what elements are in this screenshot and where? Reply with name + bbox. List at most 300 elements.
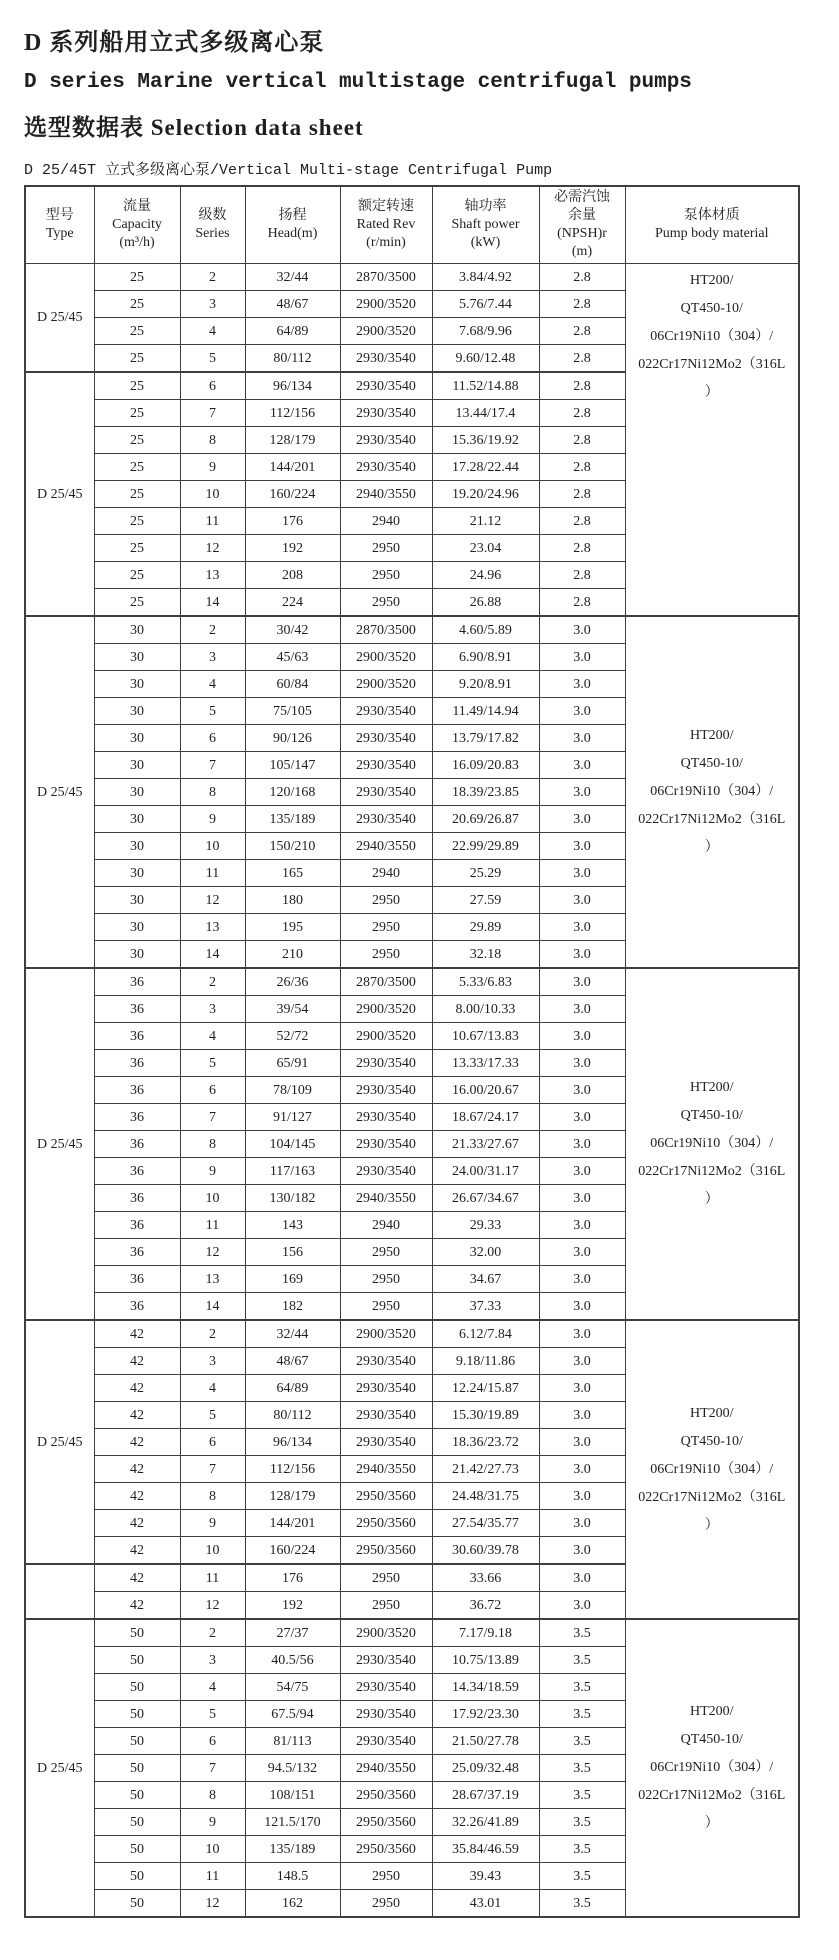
rated-rev-cell: 2900/3520 — [340, 644, 432, 671]
capacity-cell: 30 — [94, 752, 180, 779]
capacity-cell: 42 — [94, 1592, 180, 1620]
capacity-cell: 42 — [94, 1429, 180, 1456]
table-row — [25, 1619, 799, 1647]
npshr-cell: 3.0 — [539, 1050, 625, 1077]
series-cell: 9 — [180, 454, 245, 481]
npshr-cell: 3.0 — [539, 616, 625, 644]
head-cell: 104/145 — [245, 1131, 340, 1158]
head-cell: 180 — [245, 887, 340, 914]
shaft-power-cell: 10.75/13.89 — [432, 1647, 539, 1674]
rated-rev-cell: 2950/3560 — [340, 1483, 432, 1510]
selection-data-table — [24, 185, 800, 1918]
capacity-cell: 36 — [94, 1050, 180, 1077]
rated-rev-cell: 2950 — [340, 1890, 432, 1918]
rated-rev-cell: 2930/3540 — [340, 454, 432, 481]
rated-rev-cell: 2930/3540 — [340, 1077, 432, 1104]
series-cell: 12 — [180, 1239, 245, 1266]
table-row — [25, 1320, 799, 1348]
shaft-power-cell: 9.20/8.91 — [432, 671, 539, 698]
shaft-power-cell: 15.36/19.92 — [432, 427, 539, 454]
npshr-cell: 3.0 — [539, 1320, 625, 1348]
column-header-head: 扬程 Head(m) — [245, 186, 340, 264]
shaft-power-cell: 6.12/7.84 — [432, 1320, 539, 1348]
shaft-power-cell: 13.79/17.82 — [432, 725, 539, 752]
rated-rev-cell: 2940 — [340, 860, 432, 887]
rated-rev-cell: 2930/3540 — [340, 1375, 432, 1402]
shaft-power-cell: 16.09/20.83 — [432, 752, 539, 779]
column-header-series: 级数 Series — [180, 186, 245, 264]
series-cell: 10 — [180, 481, 245, 508]
rated-rev-cell: 2900/3520 — [340, 1023, 432, 1050]
shaft-power-cell: 18.67/24.17 — [432, 1104, 539, 1131]
capacity-cell: 25 — [94, 345, 180, 373]
series-cell: 10 — [180, 1537, 245, 1565]
shaft-power-cell: 22.99/29.89 — [432, 833, 539, 860]
rated-rev-cell: 2950 — [340, 1592, 432, 1620]
head-cell: 75/105 — [245, 698, 340, 725]
head-cell: 112/156 — [245, 1456, 340, 1483]
npshr-cell: 3.5 — [539, 1809, 625, 1836]
shaft-power-cell: 28.67/37.19 — [432, 1782, 539, 1809]
rated-rev-cell: 2930/3540 — [340, 698, 432, 725]
capacity-cell: 30 — [94, 698, 180, 725]
head-cell: 176 — [245, 1564, 340, 1592]
series-cell: 12 — [180, 1890, 245, 1918]
npshr-cell: 3.0 — [539, 1375, 625, 1402]
head-cell: 150/210 — [245, 833, 340, 860]
shaft-power-cell: 13.44/17.4 — [432, 400, 539, 427]
head-cell: 30/42 — [245, 616, 340, 644]
npshr-cell: 3.5 — [539, 1755, 625, 1782]
rated-rev-cell: 2930/3540 — [340, 725, 432, 752]
series-cell: 13 — [180, 562, 245, 589]
page-title-chinese: D 系列船用立式多级离心泵 — [24, 30, 325, 56]
head-cell: 64/89 — [245, 1375, 340, 1402]
head-cell: 60/84 — [245, 671, 340, 698]
npshr-cell: 3.5 — [539, 1728, 625, 1755]
head-cell: 32/44 — [245, 264, 340, 291]
capacity-cell: 50 — [94, 1728, 180, 1755]
head-cell: 195 — [245, 914, 340, 941]
series-cell: 6 — [180, 725, 245, 752]
rated-rev-cell: 2930/3540 — [340, 1674, 432, 1701]
shaft-power-cell: 24.96 — [432, 562, 539, 589]
shaft-power-cell: 3.84/4.92 — [432, 264, 539, 291]
npshr-cell: 3.0 — [539, 1239, 625, 1266]
capacity-cell: 30 — [94, 616, 180, 644]
capacity-cell: 30 — [94, 860, 180, 887]
page-subtitle: 选型数据表 Selection data sheet — [24, 115, 364, 140]
npshr-cell: 3.0 — [539, 752, 625, 779]
rated-rev-cell: 2930/3540 — [340, 400, 432, 427]
series-cell: 8 — [180, 779, 245, 806]
capacity-cell: 36 — [94, 996, 180, 1023]
shaft-power-cell: 7.68/9.96 — [432, 318, 539, 345]
head-cell: 78/109 — [245, 1077, 340, 1104]
rated-rev-cell: 2940 — [340, 508, 432, 535]
series-cell: 11 — [180, 1212, 245, 1239]
head-cell: 192 — [245, 1592, 340, 1620]
head-cell: 160/224 — [245, 1537, 340, 1565]
head-cell: 135/189 — [245, 1836, 340, 1863]
npshr-cell: 3.0 — [539, 968, 625, 996]
shaft-power-cell: 15.30/19.89 — [432, 1402, 539, 1429]
shaft-power-cell: 24.00/31.17 — [432, 1158, 539, 1185]
rated-rev-cell: 2870/3500 — [340, 264, 432, 291]
npshr-cell: 3.5 — [539, 1890, 625, 1918]
series-cell: 4 — [180, 671, 245, 698]
capacity-cell: 25 — [94, 372, 180, 400]
capacity-cell: 36 — [94, 1158, 180, 1185]
npshr-cell: 3.0 — [539, 644, 625, 671]
capacity-cell: 30 — [94, 725, 180, 752]
capacity-cell: 36 — [94, 1131, 180, 1158]
capacity-cell: 25 — [94, 291, 180, 318]
npshr-cell: 3.5 — [539, 1619, 625, 1647]
rated-rev-cell: 2950 — [340, 1863, 432, 1890]
shaft-power-cell: 43.01 — [432, 1890, 539, 1918]
series-cell: 5 — [180, 345, 245, 373]
shaft-power-cell: 7.17/9.18 — [432, 1619, 539, 1647]
column-header-pump_body_material: 泵体材质 Pump body material — [625, 186, 799, 264]
head-cell: 40.5/56 — [245, 1647, 340, 1674]
rated-rev-cell: 2900/3520 — [340, 1619, 432, 1647]
npshr-cell: 3.5 — [539, 1674, 625, 1701]
shaft-power-cell: 5.76/7.44 — [432, 291, 539, 318]
npshr-cell: 3.0 — [539, 941, 625, 969]
shaft-power-cell: 37.33 — [432, 1293, 539, 1321]
capacity-cell: 50 — [94, 1836, 180, 1863]
type-cell: D 25/45 — [25, 1320, 94, 1564]
shaft-power-cell: 11.52/14.88 — [432, 372, 539, 400]
rated-rev-cell: 2930/3540 — [340, 1402, 432, 1429]
head-cell: 90/126 — [245, 725, 340, 752]
capacity-cell: 50 — [94, 1809, 180, 1836]
capacity-cell: 30 — [94, 671, 180, 698]
head-cell: 117/163 — [245, 1158, 340, 1185]
capacity-cell: 42 — [94, 1564, 180, 1592]
shaft-power-cell: 8.00/10.33 — [432, 996, 539, 1023]
head-cell: 120/168 — [245, 779, 340, 806]
npshr-cell: 2.8 — [539, 372, 625, 400]
rated-rev-cell: 2900/3520 — [340, 291, 432, 318]
rated-rev-cell: 2940/3550 — [340, 1185, 432, 1212]
series-cell: 9 — [180, 1158, 245, 1185]
capacity-cell: 50 — [94, 1647, 180, 1674]
shaft-power-cell: 27.54/35.77 — [432, 1510, 539, 1537]
series-cell: 3 — [180, 1647, 245, 1674]
shaft-power-cell: 6.90/8.91 — [432, 644, 539, 671]
npshr-cell: 3.0 — [539, 1456, 625, 1483]
npshr-cell: 3.0 — [539, 1564, 625, 1592]
capacity-cell: 25 — [94, 264, 180, 291]
table-row — [25, 968, 799, 996]
npshr-cell: 3.0 — [539, 1131, 625, 1158]
series-cell: 9 — [180, 806, 245, 833]
npshr-cell: 3.0 — [539, 779, 625, 806]
npshr-cell: 3.5 — [539, 1647, 625, 1674]
head-cell: 121.5/170 — [245, 1809, 340, 1836]
head-cell: 162 — [245, 1890, 340, 1918]
shaft-power-cell: 17.92/23.30 — [432, 1701, 539, 1728]
series-cell: 12 — [180, 535, 245, 562]
shaft-power-cell: 27.59 — [432, 887, 539, 914]
head-cell: 52/72 — [245, 1023, 340, 1050]
type-cell: D 25/45 — [25, 372, 94, 616]
npshr-cell: 2.8 — [539, 291, 625, 318]
pump-table-body — [25, 264, 799, 1918]
series-cell: 10 — [180, 1836, 245, 1863]
capacity-cell: 50 — [94, 1674, 180, 1701]
series-cell: 14 — [180, 1293, 245, 1321]
rated-rev-cell: 2870/3500 — [340, 968, 432, 996]
series-cell: 7 — [180, 1755, 245, 1782]
rated-rev-cell: 2900/3520 — [340, 996, 432, 1023]
capacity-cell: 36 — [94, 1266, 180, 1293]
rated-rev-cell: 2930/3540 — [340, 1050, 432, 1077]
capacity-cell: 36 — [94, 1293, 180, 1321]
head-cell: 48/67 — [245, 291, 340, 318]
shaft-power-cell: 21.12 — [432, 508, 539, 535]
rated-rev-cell: 2930/3540 — [340, 1728, 432, 1755]
rated-rev-cell: 2930/3540 — [340, 779, 432, 806]
rated-rev-cell: 2950/3560 — [340, 1537, 432, 1565]
table-row — [25, 264, 799, 291]
series-cell: 2 — [180, 264, 245, 291]
capacity-cell: 50 — [94, 1701, 180, 1728]
npshr-cell: 2.8 — [539, 318, 625, 345]
npshr-cell: 3.5 — [539, 1863, 625, 1890]
rated-rev-cell: 2950 — [340, 535, 432, 562]
rated-rev-cell: 2870/3500 — [340, 616, 432, 644]
table-caption: D 25/45T 立式多级离心泵/Vertical Multi-stage Centrifugal Pump — [24, 162, 553, 179]
shaft-power-cell: 18.36/23.72 — [432, 1429, 539, 1456]
rated-rev-cell: 2940/3550 — [340, 481, 432, 508]
capacity-cell: 30 — [94, 779, 180, 806]
npshr-cell: 3.0 — [539, 914, 625, 941]
shaft-power-cell: 32.26/41.89 — [432, 1809, 539, 1836]
capacity-cell: 25 — [94, 454, 180, 481]
rated-rev-cell: 2940/3550 — [340, 833, 432, 860]
type-cell: D 25/45 — [25, 616, 94, 968]
head-cell: 156 — [245, 1239, 340, 1266]
header-row — [25, 186, 799, 264]
rated-rev-cell: 2950 — [340, 589, 432, 617]
npshr-cell: 3.0 — [539, 1592, 625, 1620]
head-cell: 39/54 — [245, 996, 340, 1023]
series-cell: 10 — [180, 1185, 245, 1212]
npshr-cell: 3.0 — [539, 1483, 625, 1510]
capacity-cell: 30 — [94, 644, 180, 671]
rated-rev-cell: 2930/3540 — [340, 1131, 432, 1158]
head-cell: 94.5/132 — [245, 1755, 340, 1782]
material-cell: HT200/ QT450-10/ 06Cr19Ni10（304）/ 022Cr17Ni12Mo2（316L ） — [625, 1320, 799, 1619]
series-cell: 5 — [180, 1050, 245, 1077]
shaft-power-cell: 26.88 — [432, 589, 539, 617]
shaft-power-cell: 21.33/27.67 — [432, 1131, 539, 1158]
capacity-cell: 30 — [94, 833, 180, 860]
series-cell: 12 — [180, 1592, 245, 1620]
material-cell: HT200/ QT450-10/ 06Cr19Ni10（304）/ 022Cr17Ni12Mo2（316L ） — [625, 968, 799, 1320]
npshr-cell: 3.0 — [539, 833, 625, 860]
capacity-cell: 50 — [94, 1782, 180, 1809]
series-cell: 4 — [180, 318, 245, 345]
capacity-cell: 25 — [94, 535, 180, 562]
series-cell: 3 — [180, 1348, 245, 1375]
head-cell: 67.5/94 — [245, 1701, 340, 1728]
material-cell: HT200/ QT450-10/ 06Cr19Ni10（304）/ 022Cr17Ni12Mo2（316L ） — [625, 616, 799, 968]
capacity-cell: 50 — [94, 1890, 180, 1918]
capacity-cell: 42 — [94, 1348, 180, 1375]
rated-rev-cell: 2950 — [340, 1293, 432, 1321]
series-cell: 7 — [180, 1104, 245, 1131]
head-cell: 128/179 — [245, 427, 340, 454]
npshr-cell: 3.0 — [539, 1402, 625, 1429]
head-cell: 192 — [245, 535, 340, 562]
shaft-power-cell: 36.72 — [432, 1592, 539, 1620]
capacity-cell: 30 — [94, 806, 180, 833]
npshr-cell: 3.0 — [539, 1158, 625, 1185]
capacity-cell: 30 — [94, 914, 180, 941]
capacity-cell: 50 — [94, 1755, 180, 1782]
npshr-cell: 3.0 — [539, 1077, 625, 1104]
shaft-power-cell: 16.00/20.67 — [432, 1077, 539, 1104]
series-cell: 4 — [180, 1375, 245, 1402]
capacity-cell: 36 — [94, 1239, 180, 1266]
npshr-cell: 2.8 — [539, 589, 625, 617]
rated-rev-cell: 2950 — [340, 1564, 432, 1592]
series-cell: 14 — [180, 941, 245, 969]
head-cell: 91/127 — [245, 1104, 340, 1131]
npshr-cell: 3.0 — [539, 887, 625, 914]
capacity-cell: 36 — [94, 1077, 180, 1104]
npshr-cell: 3.0 — [539, 1510, 625, 1537]
series-cell: 11 — [180, 860, 245, 887]
npshr-cell: 2.8 — [539, 427, 625, 454]
rated-rev-cell: 2930/3540 — [340, 427, 432, 454]
shaft-power-cell: 25.29 — [432, 860, 539, 887]
head-cell: 144/201 — [245, 454, 340, 481]
material-cell: HT200/ QT450-10/ 06Cr19Ni10（304）/ 022Cr17Ni12Mo2（316L ） — [625, 264, 799, 617]
head-cell: 105/147 — [245, 752, 340, 779]
head-cell: 32/44 — [245, 1320, 340, 1348]
column-header-type: 型号 Type — [25, 186, 94, 264]
series-cell: 13 — [180, 1266, 245, 1293]
rated-rev-cell: 2950/3560 — [340, 1809, 432, 1836]
shaft-power-cell: 11.49/14.94 — [432, 698, 539, 725]
capacity-cell: 30 — [94, 941, 180, 969]
series-cell: 8 — [180, 1131, 245, 1158]
npshr-cell: 3.0 — [539, 1266, 625, 1293]
series-cell: 7 — [180, 400, 245, 427]
shaft-power-cell: 33.66 — [432, 1564, 539, 1592]
series-cell: 10 — [180, 833, 245, 860]
shaft-power-cell: 24.48/31.75 — [432, 1483, 539, 1510]
capacity-cell: 42 — [94, 1456, 180, 1483]
shaft-power-cell: 4.60/5.89 — [432, 616, 539, 644]
series-cell: 2 — [180, 1320, 245, 1348]
type-cell: D 25/45 — [25, 264, 94, 373]
shaft-power-cell: 20.69/26.87 — [432, 806, 539, 833]
series-cell: 6 — [180, 372, 245, 400]
series-cell: 11 — [180, 508, 245, 535]
capacity-cell: 42 — [94, 1483, 180, 1510]
rated-rev-cell: 2950 — [340, 1266, 432, 1293]
rated-rev-cell: 2930/3540 — [340, 806, 432, 833]
shaft-power-cell: 29.89 — [432, 914, 539, 941]
shaft-power-cell: 21.42/27.73 — [432, 1456, 539, 1483]
column-header-npshr: 必需汽蚀 余量 (NPSH)r (m) — [539, 186, 625, 264]
shaft-power-cell: 9.18/11.86 — [432, 1348, 539, 1375]
npshr-cell: 3.0 — [539, 671, 625, 698]
table-header — [25, 186, 799, 264]
series-cell: 13 — [180, 914, 245, 941]
head-cell: 96/134 — [245, 1429, 340, 1456]
shaft-power-cell: 10.67/13.83 — [432, 1023, 539, 1050]
shaft-power-cell: 21.50/27.78 — [432, 1728, 539, 1755]
npshr-cell: 3.5 — [539, 1782, 625, 1809]
capacity-cell: 25 — [94, 400, 180, 427]
head-cell: 143 — [245, 1212, 340, 1239]
npshr-cell: 3.0 — [539, 1104, 625, 1131]
page-title-english: D series Marine vertical multistage centrifugal pumps — [24, 71, 692, 94]
npshr-cell: 3.0 — [539, 860, 625, 887]
capacity-cell: 50 — [94, 1619, 180, 1647]
series-cell: 8 — [180, 1782, 245, 1809]
npshr-cell: 3.0 — [539, 1293, 625, 1321]
rated-rev-cell: 2950 — [340, 1239, 432, 1266]
rated-rev-cell: 2950/3560 — [340, 1782, 432, 1809]
head-cell: 112/156 — [245, 400, 340, 427]
rated-rev-cell: 2930/3540 — [340, 1348, 432, 1375]
head-cell: 27/37 — [245, 1619, 340, 1647]
npshr-cell: 3.5 — [539, 1836, 625, 1863]
npshr-cell: 3.0 — [539, 1185, 625, 1212]
rated-rev-cell: 2900/3520 — [340, 1320, 432, 1348]
capacity-cell: 30 — [94, 887, 180, 914]
capacity-cell: 36 — [94, 1104, 180, 1131]
series-cell: 5 — [180, 698, 245, 725]
capacity-cell: 36 — [94, 1212, 180, 1239]
rated-rev-cell: 2900/3520 — [340, 671, 432, 698]
series-cell: 11 — [180, 1863, 245, 1890]
series-cell: 9 — [180, 1510, 245, 1537]
series-cell: 5 — [180, 1701, 245, 1728]
shaft-power-cell: 14.34/18.59 — [432, 1674, 539, 1701]
head-cell: 182 — [245, 1293, 340, 1321]
series-cell: 12 — [180, 887, 245, 914]
capacity-cell: 25 — [94, 562, 180, 589]
series-cell: 7 — [180, 1456, 245, 1483]
npshr-cell: 2.8 — [539, 345, 625, 373]
head-cell: 80/112 — [245, 345, 340, 373]
series-cell: 4 — [180, 1023, 245, 1050]
rated-rev-cell: 2940 — [340, 1212, 432, 1239]
capacity-cell: 36 — [94, 1023, 180, 1050]
npshr-cell: 2.8 — [539, 400, 625, 427]
head-cell: 108/151 — [245, 1782, 340, 1809]
rated-rev-cell: 2950 — [340, 914, 432, 941]
rated-rev-cell: 2930/3540 — [340, 1647, 432, 1674]
rated-rev-cell: 2950 — [340, 562, 432, 589]
shaft-power-cell: 39.43 — [432, 1863, 539, 1890]
npshr-cell: 2.8 — [539, 454, 625, 481]
capacity-cell: 25 — [94, 318, 180, 345]
rated-rev-cell: 2930/3540 — [340, 1104, 432, 1131]
capacity-cell: 25 — [94, 427, 180, 454]
shaft-power-cell: 32.00 — [432, 1239, 539, 1266]
head-cell: 210 — [245, 941, 340, 969]
